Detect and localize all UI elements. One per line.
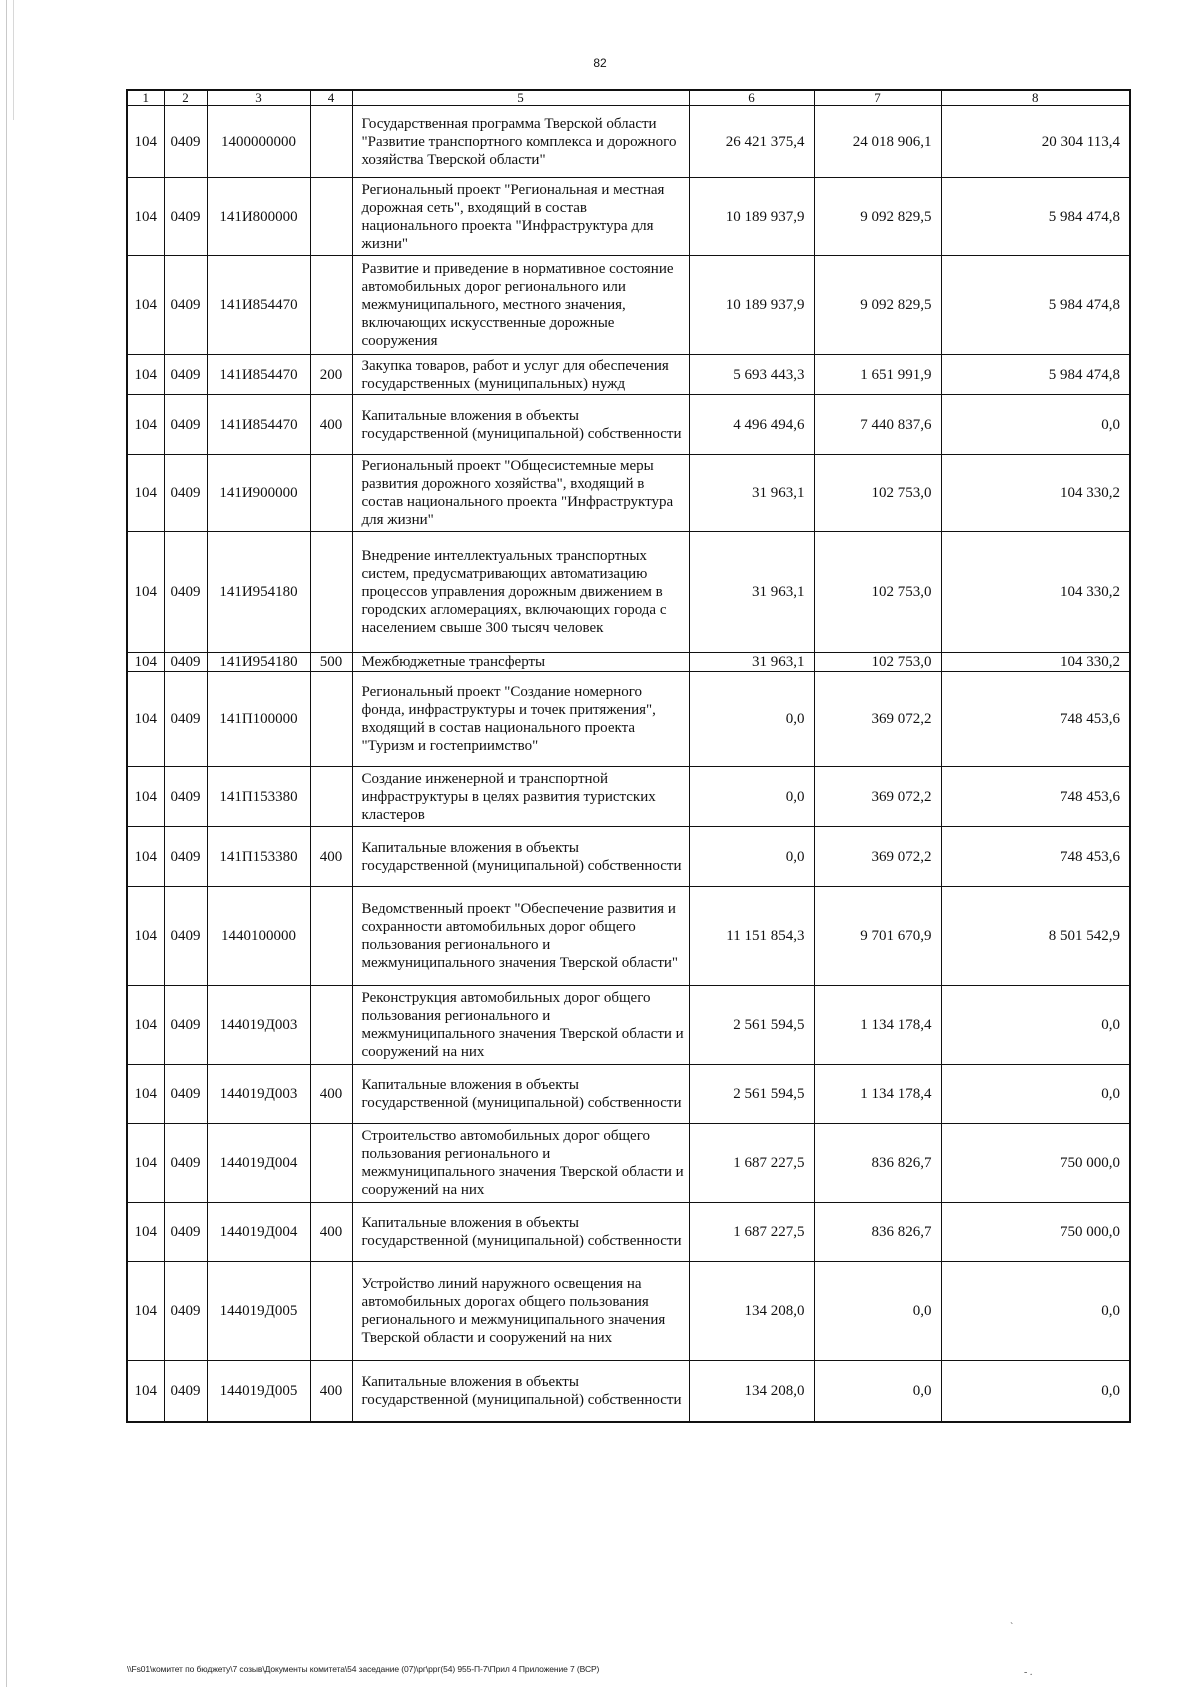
cell-amount-year-2: 0,0 xyxy=(814,1361,941,1422)
cell-ministry-code: 104 xyxy=(127,672,164,767)
table-row xyxy=(127,395,1130,455)
cell-target-article: 141П153380 xyxy=(207,827,310,887)
cell-description: Строительство автомобильных дорог общего пользования регионального и межмуниципального значения Тверской области и сооружений на них xyxy=(352,1124,689,1203)
cell-amount-year-2: 1 134 178,4 xyxy=(814,986,941,1065)
cell-amount-year-1: 1 687 227,5 xyxy=(689,1203,814,1262)
cell-amount-year-3: 0,0 xyxy=(941,1361,1130,1422)
cell-amount-year-2: 1 134 178,4 xyxy=(814,1065,941,1124)
header-cell: 3 xyxy=(207,90,310,106)
cell-expense-type xyxy=(310,1262,352,1361)
cell-target-article: 144019Д004 xyxy=(207,1124,310,1203)
page-number: 82 xyxy=(593,56,607,70)
cell-amount-year-1: 31 963,1 xyxy=(689,653,814,672)
cell-section-code: 0409 xyxy=(164,395,207,455)
cell-expense-type xyxy=(310,532,352,653)
cell-target-article: 144019Д005 xyxy=(207,1262,310,1361)
cell-amount-year-1: 0,0 xyxy=(689,672,814,767)
cell-amount-year-2: 1 651 991,9 xyxy=(814,355,941,395)
table-body xyxy=(127,106,1130,1422)
cell-section-code: 0409 xyxy=(164,887,207,986)
cell-description: Закупка товаров, работ и услуг для обеспечения государственных (муниципальных) нужд xyxy=(352,355,689,395)
cell-expense-type: 500 xyxy=(310,653,352,672)
cell-target-article: 1400000000 xyxy=(207,106,310,178)
cell-amount-year-1: 2 561 594,5 xyxy=(689,1065,814,1124)
header-cell: 6 xyxy=(689,90,814,106)
cell-amount-year-1: 2 561 594,5 xyxy=(689,986,814,1065)
cell-target-article: 144019Д003 xyxy=(207,986,310,1065)
cell-amount-year-2: 9 092 829,5 xyxy=(814,256,941,355)
cell-amount-year-1: 26 421 375,4 xyxy=(689,106,814,178)
cell-amount-year-3: 104 330,2 xyxy=(941,455,1130,532)
cell-amount-year-2: 369 072,2 xyxy=(814,767,941,827)
header-cell: 4 xyxy=(310,90,352,106)
cell-expense-type xyxy=(310,106,352,178)
cell-ministry-code: 104 xyxy=(127,827,164,887)
cell-ministry-code: 104 xyxy=(127,1065,164,1124)
cell-description: Устройство линий наружного освещения на автомобильных дорогах общего пользования регионального и межмуниципального значения Тверской области и сооружений на них xyxy=(352,1262,689,1361)
table-row xyxy=(127,1065,1130,1124)
cell-amount-year-3: 104 330,2 xyxy=(941,653,1130,672)
cell-amount-year-3: 748 453,6 xyxy=(941,767,1130,827)
cell-description: Капитальные вложения в объекты государственной (муниципальной) собственности xyxy=(352,395,689,455)
cell-section-code: 0409 xyxy=(164,1262,207,1361)
cell-amount-year-1: 134 208,0 xyxy=(689,1361,814,1422)
cell-expense-type: 200 xyxy=(310,355,352,395)
cell-ministry-code: 104 xyxy=(127,653,164,672)
cell-ministry-code: 104 xyxy=(127,256,164,355)
cell-section-code: 0409 xyxy=(164,986,207,1065)
header-cell: 8 xyxy=(941,90,1130,106)
cell-target-article: 141П153380 xyxy=(207,767,310,827)
cell-section-code: 0409 xyxy=(164,455,207,532)
cell-ministry-code: 104 xyxy=(127,532,164,653)
cell-target-article: 141И800000 xyxy=(207,178,310,256)
table-row xyxy=(127,1203,1130,1262)
cell-target-article: 141И854470 xyxy=(207,395,310,455)
cell-section-code: 0409 xyxy=(164,532,207,653)
cell-amount-year-1: 31 963,1 xyxy=(689,532,814,653)
header-cell: 1 xyxy=(127,90,164,106)
cell-expense-type: 400 xyxy=(310,827,352,887)
header-cell: 7 xyxy=(814,90,941,106)
table-row xyxy=(127,1262,1130,1361)
cell-target-article: 144019Д003 xyxy=(207,1065,310,1124)
table-row xyxy=(127,986,1130,1065)
cell-description: Развитие и приведение в нормативное состояние автомобильных дорог регионального или межмуниципального, местного значения, включающих искусственные дорожные сооружения xyxy=(352,256,689,355)
cell-amount-year-3: 750 000,0 xyxy=(941,1124,1130,1203)
header-cell: 2 xyxy=(164,90,207,106)
cell-expense-type xyxy=(310,986,352,1065)
table-row xyxy=(127,1361,1130,1422)
cell-description: Создание инженерной и транспортной инфраструктуры в целях развития туристских кластеров xyxy=(352,767,689,827)
cell-ministry-code: 104 xyxy=(127,887,164,986)
cell-amount-year-3: 0,0 xyxy=(941,1065,1130,1124)
cell-expense-type xyxy=(310,455,352,532)
cell-amount-year-3: 0,0 xyxy=(941,1262,1130,1361)
cell-section-code: 0409 xyxy=(164,827,207,887)
table-row xyxy=(127,106,1130,178)
cell-amount-year-2: 7 440 837,6 xyxy=(814,395,941,455)
cell-target-article: 141П100000 xyxy=(207,672,310,767)
cell-section-code: 0409 xyxy=(164,653,207,672)
stray-mark: ` xyxy=(1010,1622,1014,1633)
cell-amount-year-1: 10 189 937,9 xyxy=(689,256,814,355)
cell-expense-type xyxy=(310,767,352,827)
cell-description: Капитальные вложения в объекты государственной (муниципальной) собственности xyxy=(352,827,689,887)
cell-expense-type xyxy=(310,256,352,355)
cell-amount-year-3: 5 984 474,8 xyxy=(941,178,1130,256)
cell-ministry-code: 104 xyxy=(127,355,164,395)
cell-section-code: 0409 xyxy=(164,256,207,355)
cell-description: Государственная программа Тверской области "Развитие транспортного комплекса и дорожного хозяйства Тверской области" xyxy=(352,106,689,178)
cell-target-article: 141И900000 xyxy=(207,455,310,532)
cell-expense-type xyxy=(310,672,352,767)
cell-expense-type xyxy=(310,887,352,986)
cell-ministry-code: 104 xyxy=(127,1361,164,1422)
cell-ministry-code: 104 xyxy=(127,1203,164,1262)
cell-amount-year-1: 5 693 443,3 xyxy=(689,355,814,395)
table-row xyxy=(127,355,1130,395)
cell-section-code: 0409 xyxy=(164,106,207,178)
cell-ministry-code: 104 xyxy=(127,986,164,1065)
table-row xyxy=(127,653,1130,672)
cell-amount-year-1: 31 963,1 xyxy=(689,455,814,532)
table-row xyxy=(127,767,1130,827)
cell-description: Межбюджетные трансферты xyxy=(352,653,689,672)
cell-amount-year-1: 1 687 227,5 xyxy=(689,1124,814,1203)
cell-description: Капитальные вложения в объекты государственной (муниципальной) собственности xyxy=(352,1203,689,1262)
cell-amount-year-1: 0,0 xyxy=(689,827,814,887)
cell-section-code: 0409 xyxy=(164,1361,207,1422)
header-cell: 5 xyxy=(352,90,689,106)
cell-description: Региональный проект "Региональная и местная дорожная сеть", входящий в состав национального проекта "Инфраструктура для жизни" xyxy=(352,178,689,256)
cell-ministry-code: 104 xyxy=(127,1124,164,1203)
cell-description: Региональный проект "Общесистемные меры развития дорожного хозяйства", входящий в состав национального проекта "Инфраструктура для жизни" xyxy=(352,455,689,532)
cell-amount-year-2: 369 072,2 xyxy=(814,827,941,887)
cell-description: Капитальные вложения в объекты государственной (муниципальной) собственности xyxy=(352,1065,689,1124)
cell-amount-year-3: 104 330,2 xyxy=(941,532,1130,653)
cell-amount-year-2: 102 753,0 xyxy=(814,532,941,653)
cell-expense-type xyxy=(310,1124,352,1203)
scan-edge-line xyxy=(6,0,7,1687)
cell-description: Ведомственный проект "Обеспечение развития и сохранности автомобильных дорог общего пользования регионального и межмуниципального значения Тверской области" xyxy=(352,887,689,986)
cell-amount-year-1: 4 496 494,6 xyxy=(689,395,814,455)
cell-section-code: 0409 xyxy=(164,178,207,256)
cell-target-article: 141И954180 xyxy=(207,532,310,653)
cell-amount-year-2: 9 701 670,9 xyxy=(814,887,941,986)
cell-description: Реконструкция автомобильных дорог общего пользования регионального и межмуниципального значения Тверской области и сооружений на них xyxy=(352,986,689,1065)
cell-section-code: 0409 xyxy=(164,1065,207,1124)
cell-ministry-code: 104 xyxy=(127,455,164,532)
table-row xyxy=(127,672,1130,767)
cell-target-article: 141И854470 xyxy=(207,355,310,395)
cell-target-article: 144019Д005 xyxy=(207,1361,310,1422)
table-row xyxy=(127,887,1130,986)
cell-ministry-code: 104 xyxy=(127,395,164,455)
cell-expense-type: 400 xyxy=(310,1361,352,1422)
table-row xyxy=(127,532,1130,653)
budget-table xyxy=(126,89,1131,1423)
cell-ministry-code: 104 xyxy=(127,1262,164,1361)
cell-amount-year-2: 836 826,7 xyxy=(814,1203,941,1262)
cell-amount-year-3: 5 984 474,8 xyxy=(941,256,1130,355)
cell-description: Внедрение интеллектуальных транспортных систем, предусматривающих автоматизацию процессов управления дорожным движением в городских агломерациях, включающих города с населением свыше 300 тысяч человек xyxy=(352,532,689,653)
cell-amount-year-2: 0,0 xyxy=(814,1262,941,1361)
stray-mark: - . xyxy=(1024,1667,1033,1678)
cell-section-code: 0409 xyxy=(164,672,207,767)
cell-amount-year-3: 0,0 xyxy=(941,395,1130,455)
cell-amount-year-2: 24 018 906,1 xyxy=(814,106,941,178)
cell-expense-type: 400 xyxy=(310,395,352,455)
cell-target-article: 141И854470 xyxy=(207,256,310,355)
cell-section-code: 0409 xyxy=(164,1124,207,1203)
cell-amount-year-2: 9 092 829,5 xyxy=(814,178,941,256)
header-row xyxy=(127,90,1130,106)
cell-expense-type: 400 xyxy=(310,1065,352,1124)
cell-target-article: 141И954180 xyxy=(207,653,310,672)
cell-target-article: 1440100000 xyxy=(207,887,310,986)
cell-description: Капитальные вложения в объекты государственной (муниципальной) собственности xyxy=(352,1361,689,1422)
cell-amount-year-1: 0,0 xyxy=(689,767,814,827)
cell-amount-year-3: 0,0 xyxy=(941,986,1130,1065)
cell-ministry-code: 104 xyxy=(127,106,164,178)
cell-amount-year-3: 5 984 474,8 xyxy=(941,355,1130,395)
cell-ministry-code: 104 xyxy=(127,767,164,827)
table-row xyxy=(127,256,1130,355)
cell-amount-year-2: 102 753,0 xyxy=(814,455,941,532)
table-row xyxy=(127,827,1130,887)
table-row xyxy=(127,455,1130,532)
cell-amount-year-3: 748 453,6 xyxy=(941,827,1130,887)
cell-section-code: 0409 xyxy=(164,1203,207,1262)
file-path-footer: \\Fs01\комитет по бюджету\7 созыв\Документы комитета\54 заседание (07)\рг\ррг(54) 955-П-7\Прил 4 Приложение 7 (ВСР) xyxy=(127,1664,600,1674)
cell-amount-year-3: 750 000,0 xyxy=(941,1203,1130,1262)
cell-amount-year-1: 134 208,0 xyxy=(689,1262,814,1361)
cell-amount-year-2: 102 753,0 xyxy=(814,653,941,672)
cell-amount-year-2: 836 826,7 xyxy=(814,1124,941,1203)
cell-expense-type: 400 xyxy=(310,1203,352,1262)
cell-section-code: 0409 xyxy=(164,355,207,395)
cell-ministry-code: 104 xyxy=(127,178,164,256)
cell-amount-year-1: 10 189 937,9 xyxy=(689,178,814,256)
cell-expense-type xyxy=(310,178,352,256)
cell-amount-year-2: 369 072,2 xyxy=(814,672,941,767)
cell-section-code: 0409 xyxy=(164,767,207,827)
cell-description: Региональный проект "Создание номерного фонда, инфраструктуры и точек притяжения", входящий в состав национального проекта "Туризм и гостеприимство" xyxy=(352,672,689,767)
table-row xyxy=(127,178,1130,256)
cell-amount-year-3: 8 501 542,9 xyxy=(941,887,1130,986)
table-row xyxy=(127,1124,1130,1203)
cell-amount-year-3: 748 453,6 xyxy=(941,672,1130,767)
cell-amount-year-3: 20 304 113,4 xyxy=(941,106,1130,178)
cell-target-article: 144019Д004 xyxy=(207,1203,310,1262)
cell-amount-year-1: 11 151 854,3 xyxy=(689,887,814,986)
